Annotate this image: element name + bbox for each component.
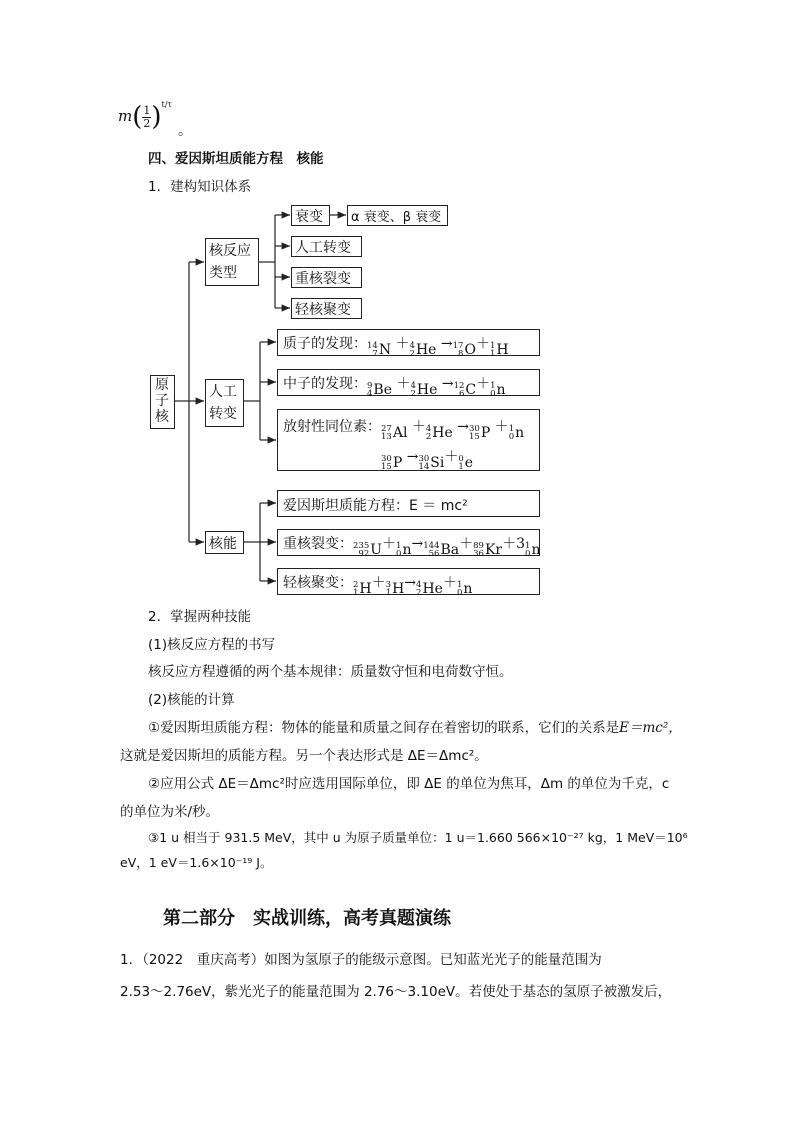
- decay-detail-label: α 衰变、β 衰变: [351, 210, 442, 225]
- question-1-line-2: 2.53～2.76eV，紫光光子的能量范围为 2.76～3.10eV。若使处于基态的氢原子被激发后，: [120, 984, 672, 1000]
- section-title: 四、爱因斯坦质能方程 核能: [148, 151, 324, 167]
- paragraph-2-line-1: ②应用公式 ΔE＝Δmc²时应选用国际单位，即 ΔE 的单位为焦耳，Δm 的单位为千克，c: [148, 776, 670, 792]
- nuclear-energy-label: 核能: [209, 536, 237, 552]
- paragraph-1-line-2: 这就是爱因斯坦的质能方程。另一个表达形式是 ΔE＝Δmc²。: [120, 748, 488, 764]
- decay-formula: m( $\frac{1}{2}$ )$^{t/\tau}$: [118, 100, 172, 132]
- paragraph-2-line-2: 的单位为米/秒。: [120, 804, 220, 820]
- subsection-1: 1．建构知识体系: [148, 179, 252, 195]
- radioactive-isotope-equation-1: 放射性同位素： 27 13 Al ＋ 4 2 He → 30 15 P ＋ 1 0 n: [283, 419, 525, 442]
- root-label: 原 子 核: [155, 377, 169, 425]
- artificial-label: 人工 转变: [209, 384, 237, 422]
- decay-label: 衰变: [295, 209, 323, 225]
- einstein-equation-label: 爱因斯坦质能方程：E ＝ mc²: [283, 498, 468, 514]
- heavy-fission-label: 重核裂变: [295, 271, 351, 287]
- part-2-title: 第二部分 实战训练，高考真题演练: [163, 908, 451, 929]
- formula-end: 。: [178, 123, 192, 139]
- question-1-line-1: 1．（2022 重庆高考）如图为氢原子的能级示意图。已知蓝光光子的能量范围为: [120, 952, 602, 968]
- paragraph-3-line-1: ③1 u 相当于 931.5 MeV，其中 u 为原子质量单位：1 u＝1.660 566×10⁻²⁷ kg，1 MeV＝10⁶: [148, 830, 688, 845]
- fusion-equation: 轻核聚变： 2 1 H＋ 3 1 H→ 4 2 He＋ 1 0 n: [283, 575, 473, 598]
- paragraph-1-line-1: ①爱因斯坦质能方程：物体的能量和质量之间存在着密切的联系，它们的关系是E＝mc²，: [148, 720, 682, 736]
- proton-discovery-equation: 质子的发现： 14 7 N ＋ 4 2 He → 17 8 O＋ 1 1 H: [283, 336, 509, 359]
- nuclear-reaction-types-label: 核反应 类型: [209, 243, 251, 281]
- neutron-discovery-equation: 中子的发现： 9 4 Be ＋ 4 2 He → 12 6 C＋ 1 0 n: [283, 376, 506, 399]
- subsection-2: 2．掌握两种技能: [148, 609, 252, 625]
- skill-1-title: (1)核反应方程的书写: [148, 637, 276, 653]
- artificial-transmutation-label: 人工转变: [295, 240, 351, 256]
- radioactive-isotope-equation-2: 30 15 P → 30 14 Si＋ 0 1 e: [381, 449, 474, 472]
- skill-2-title: (2)核能的计算: [148, 692, 235, 708]
- paragraph-3-line-2: eV，1 eV＝1.6×10⁻¹⁹ J。: [120, 855, 273, 870]
- skill-1-text: 核反应方程遵循的两个基本规律：质量数守恒和电荷数守恒。: [148, 664, 513, 680]
- light-fusion-label: 轻核聚变: [295, 302, 351, 318]
- fission-equation: 重核裂变： 235 92 U＋ 1 0 n→ 144 56 Ba＋ 89 36 Kr＋3 1 0 n: [283, 536, 541, 559]
